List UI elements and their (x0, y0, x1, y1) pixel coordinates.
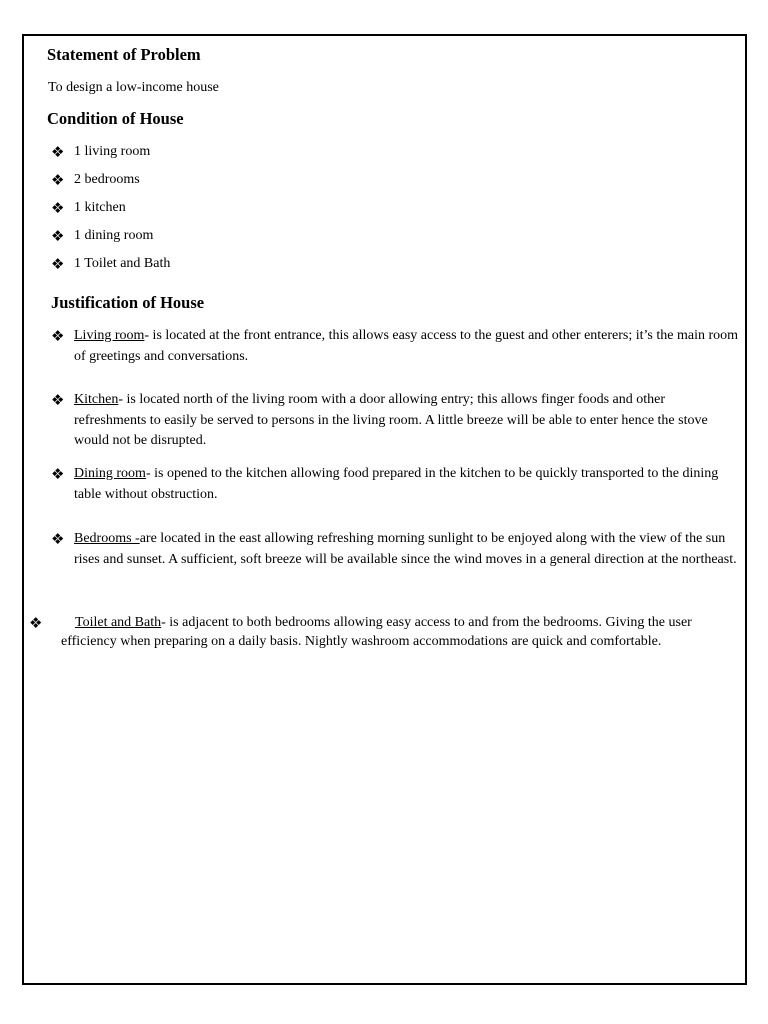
justification-paragraph (74, 390, 740, 452)
four-diamond-bullet-icon: ❖ (51, 143, 65, 161)
heading-statement-of-problem: Statement of Problem (47, 45, 201, 64)
justification-paragraph (74, 464, 740, 505)
room-term: Bedrooms - (74, 531, 140, 546)
four-diamond-bullet-icon: ❖ (51, 171, 65, 189)
four-diamond-bullet-icon: ❖ (51, 255, 65, 273)
room-description: - is located at the front entrance, this allows easy access to the guest and other enterers; it’s the main room of greetings and conversations. (74, 328, 739, 364)
room-description: are located in the east allowing refreshing morning sunlight to be enjoyed along with the view of the sun rises and sunset. A sufficient, soft breeze will be available since the wind moves in a general direction at the northeast. (74, 531, 737, 567)
room-description: - is adjacent to both bedrooms allowing easy access to and from the bedrooms. Giving the user efficiency when preparing on a daily basis. Nightly washroom accommodations are quick and comfortable. (61, 615, 692, 649)
four-diamond-bullet-icon: ❖ (51, 530, 65, 548)
room-description: - is opened to the kitchen allowing food prepared in the kitchen to be quickly transported to the dining table without obstruction. (74, 466, 719, 502)
condition-item: 1 dining room (74, 228, 154, 243)
justification-paragraph (74, 326, 740, 367)
room-term: Living room (74, 328, 145, 343)
justification-paragraph (74, 529, 740, 570)
four-diamond-bullet-icon: ❖ (51, 199, 65, 217)
four-diamond-bullet-icon: ❖ (29, 614, 43, 632)
room-term: Dining room (74, 466, 146, 481)
heading-condition-of-house: Condition of House (47, 109, 184, 128)
room-term: Kitchen (74, 392, 119, 407)
condition-item: 1 living room (74, 144, 151, 159)
justification-paragraph (61, 613, 743, 651)
four-diamond-bullet-icon: ❖ (51, 391, 65, 409)
condition-item: 1 kitchen (74, 200, 126, 215)
room-term: Toilet and Bath (75, 615, 162, 630)
condition-item: 1 Toilet and Bath (74, 256, 171, 271)
condition-item: 2 bedrooms (74, 172, 140, 187)
four-diamond-bullet-icon: ❖ (51, 327, 65, 345)
room-description: - is located north of the living room with a door allowing entry; this allows finger foods and other refreshments to easily be served to persons in the living room. A little breeze will be able to enter hence the stove would not be disrupted. (74, 392, 708, 448)
four-diamond-bullet-icon: ❖ (51, 227, 65, 245)
four-diamond-bullet-icon: ❖ (51, 465, 65, 483)
heading-justification-of-house: Justification of House (51, 293, 205, 312)
statement-text: To design a low-income house (48, 80, 219, 95)
